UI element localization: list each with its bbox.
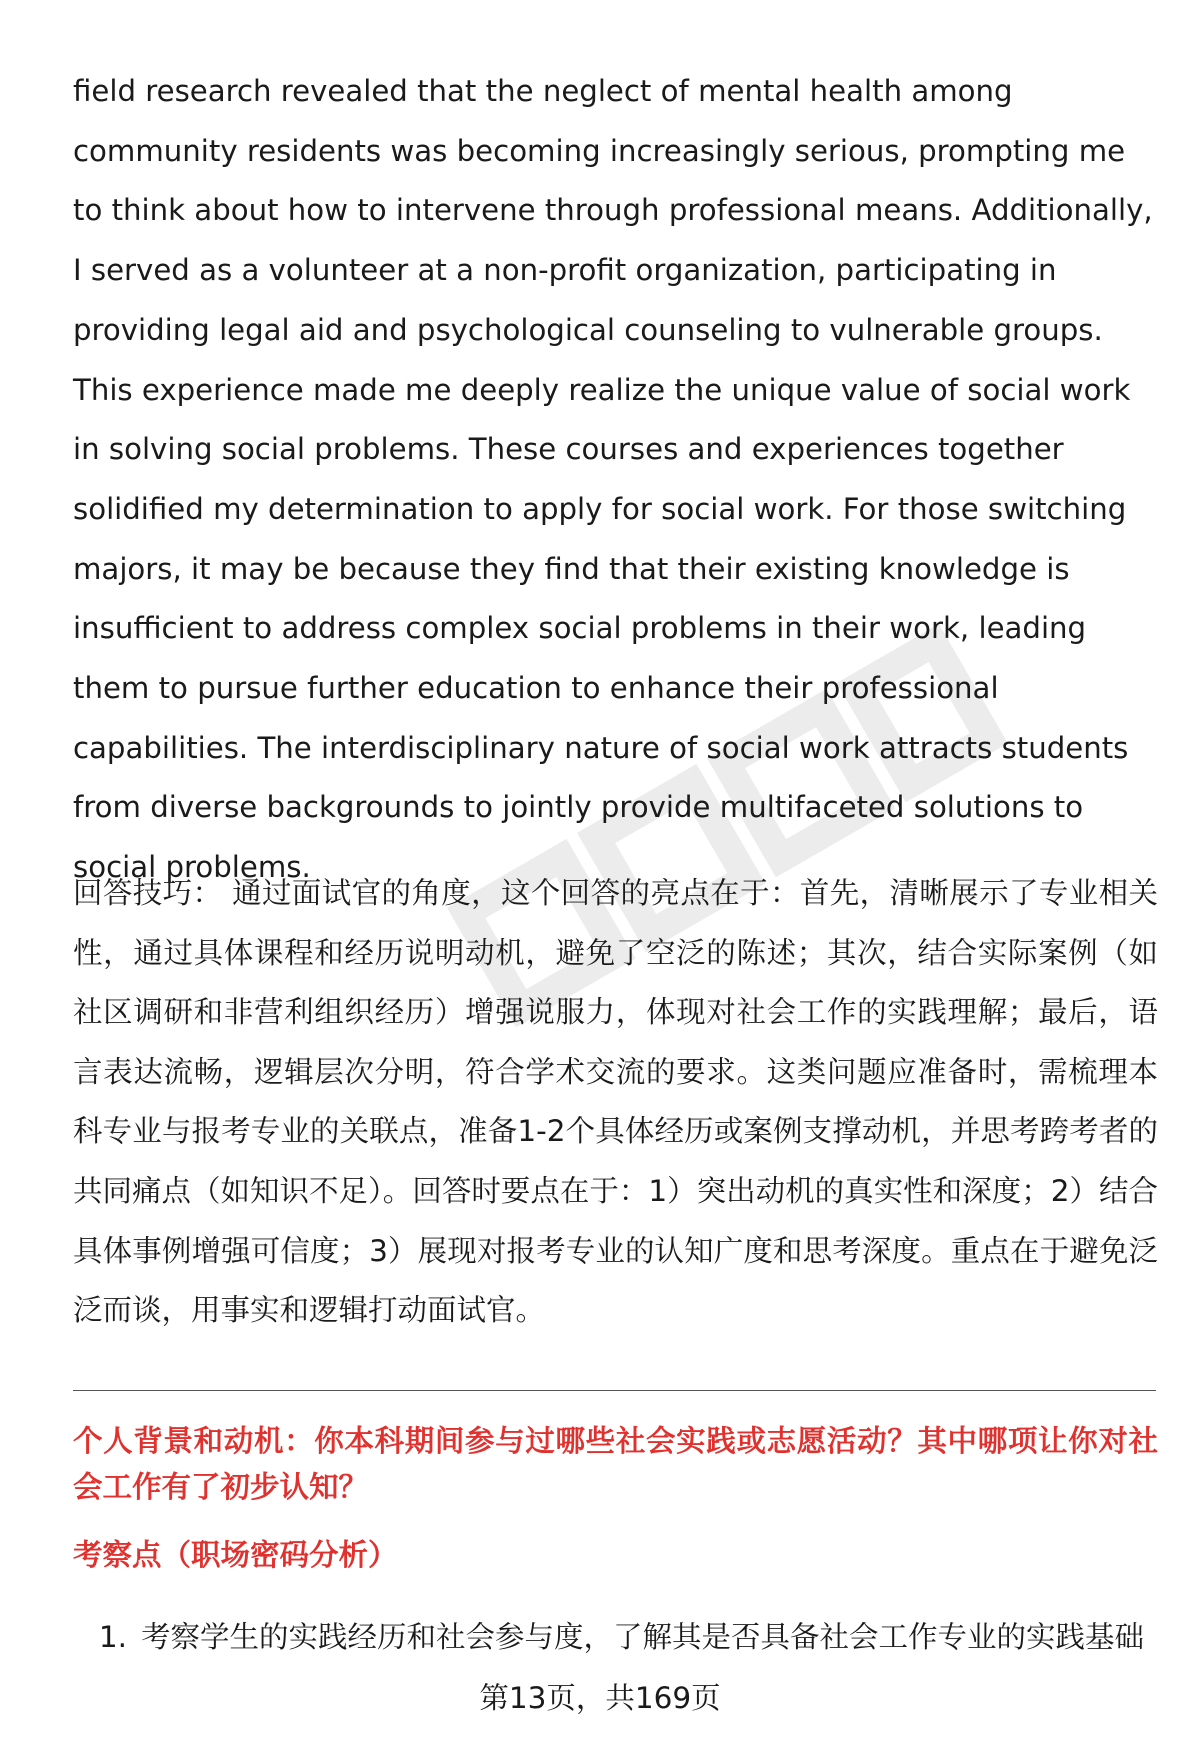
list-item-text: 考察学生的实践经历和社会参与度，了解其是否具备社会工作专业的实践基础 bbox=[141, 1620, 1145, 1654]
page-footer: 第13页，共169页 bbox=[479, 1681, 721, 1715]
list-item bbox=[73, 1614, 1158, 1660]
analysis-section-heading: 考察点（职场密码分析） bbox=[73, 1538, 398, 1572]
list-item-number: 1. bbox=[98, 1620, 127, 1654]
section-divider bbox=[73, 1390, 1156, 1391]
body-paragraph: field research revealed that the neglect of mental health among community residents was becoming increasingly serious, prompting me to think about how to intervene through professional means. Additionally, I served as a volunteer at a non-profit organization, participating in providing legal aid and psychological counseling to vulnerable groups. This experience made me deeply realize the unique value of social work in solving social problems. These courses and experiences together solidified my determination to apply for social work. For those switching majors, it may be because they find that their existing knowledge is insufficient to address complex social problems in their work, leading them to pursue further education to enhance their professional capabilities. The interdisciplinary nature of social work attracts students from diverse backgrounds to jointly provide multifaceted solutions to social problems. bbox=[73, 74, 1153, 885]
analysis-list bbox=[73, 1614, 1158, 1660]
question-heading: 个人背景和动机：你本科期间参与过哪些社会实践或志愿活动？其中哪项让你对社会工作有了初步认知？ bbox=[73, 1424, 1158, 1504]
answer-tips-paragraph: 回答技巧： 通过面试官的角度，这个回答的亮点在于：首先，清晰展示了专业相关性，通过具体课程和经历说明动机，避免了空泛的陈述；其次，结合实际案例（如社区调研和非营利组织经历）增强说服力，体现对社会工作的实践理解；最后，语言表达流畅，逻辑层次分明，符合学术交流的要求。这类问题应准备时，需梳理本科专业与报考专业的关联点，准备1-2个具体经历或案例支撑动机，并思考跨考者的共同痛点（如知识不足）。回答时要点在于：1）突出动机的真实性和深度；2）结合具体事例增强可信度；3）展现对报考专业的认知广度和思考深度。重点在于避免泛泛而谈，用事实和逻辑打动面试官。 bbox=[73, 876, 1158, 1328]
